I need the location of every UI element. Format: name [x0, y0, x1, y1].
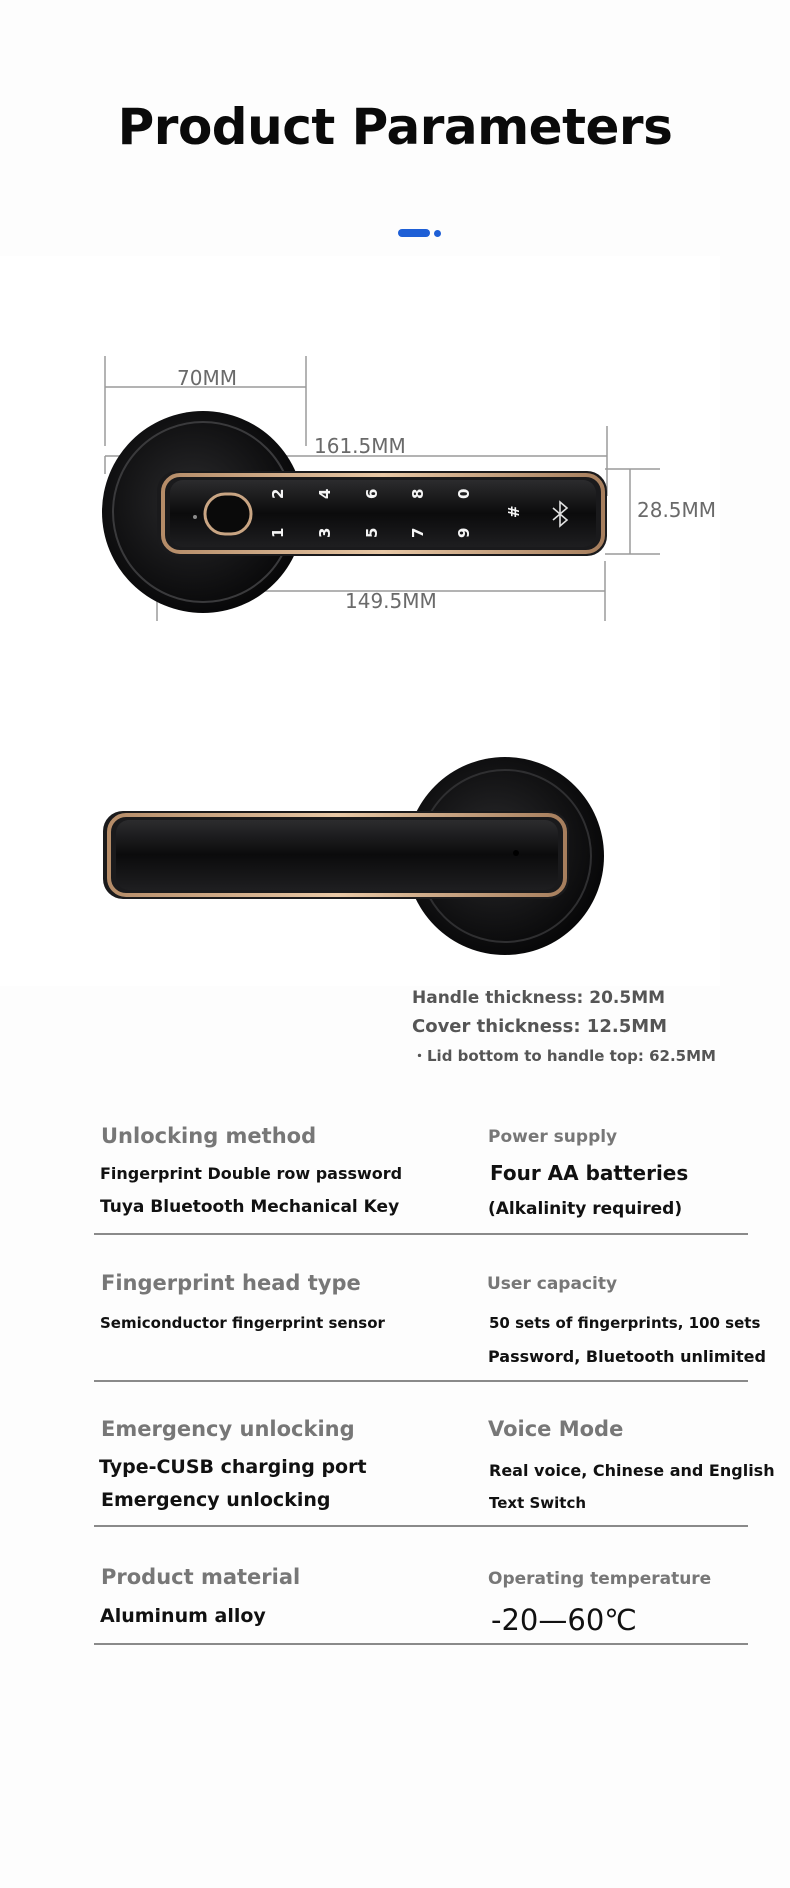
dimension-label-lever-length: 149.5MM	[345, 589, 437, 613]
spec-value-temperature: -20—60℃	[491, 1603, 637, 1637]
keypad-digit: 8	[409, 488, 427, 499]
keypad-digit: 9	[455, 527, 473, 538]
spec-label-fingerprint-head: Fingerprint head type	[101, 1271, 361, 1295]
spec-value-power-2: (Alkalinity required)	[488, 1199, 683, 1219]
keypad-digit: 4	[316, 488, 334, 499]
spec-label-voice-mode: Voice Mode	[488, 1417, 624, 1441]
spec-value-voice-2: Text Switch	[489, 1494, 587, 1512]
handle-thickness: Handle thickness: 20.5MM	[412, 988, 666, 1008]
dimension-label-width: 70MM	[177, 366, 237, 390]
spec-value-power-1: Four AA batteries	[490, 1161, 689, 1185]
spec-label-unlocking-method: Unlocking method	[101, 1124, 317, 1148]
spec-label-emergency-unlocking: Emergency unlocking	[101, 1417, 355, 1441]
spec-label-product-material: Product material	[101, 1565, 301, 1589]
spec-value-material: Aluminum alloy	[100, 1605, 266, 1627]
keypad-digit: 3	[316, 527, 334, 538]
dimension-label-height: 28.5MM	[637, 498, 717, 522]
carousel-dot[interactable]	[434, 230, 441, 237]
spec-label-user-capacity: User capacity	[487, 1274, 618, 1294]
keypad-digit: 2	[269, 488, 287, 499]
carousel-dot-active[interactable]	[398, 229, 430, 237]
keypad-digit: 5	[363, 527, 381, 538]
cover-thickness: Cover thickness: 12.5MM	[412, 1016, 668, 1037]
divider	[94, 1643, 748, 1645]
dimension-label-length: 161.5MM	[314, 434, 406, 458]
spec-value-unlocking-1: Fingerprint Double row password	[100, 1164, 403, 1183]
keypad-digit: 6	[363, 488, 381, 499]
spec-value-fingerprint-head: Semiconductor fingerprint sensor	[100, 1314, 385, 1332]
divider	[94, 1525, 748, 1527]
spec-value-voice-1: Real voice, Chinese and English	[489, 1461, 775, 1480]
spec-value-capacity-1: 50 sets of fingerprints, 100 sets	[489, 1314, 761, 1332]
spec-value-unlocking-2: Tuya Bluetooth Mechanical Key	[100, 1197, 400, 1217]
spec-value-capacity-2: Password, Bluetooth unlimited	[488, 1347, 766, 1366]
divider	[94, 1233, 748, 1235]
keypad-digit: 7	[409, 527, 427, 538]
spec-label-power-supply: Power supply	[488, 1127, 618, 1147]
lock-dimension-diagram	[0, 256, 790, 976]
keypad-digit: 0	[455, 488, 473, 499]
spec-label-operating-temperature: Operating temperature	[488, 1569, 712, 1589]
divider	[94, 1380, 748, 1382]
spec-value-emergency-1: Type-CUSB charging port	[99, 1456, 367, 1478]
spec-value-emergency-2: Emergency unlocking	[101, 1489, 331, 1511]
keypad-digit: 1	[269, 527, 287, 538]
keypad-hash: #	[505, 505, 523, 518]
page-title: Product Parameters	[117, 98, 673, 156]
fingerprint-sensor-icon	[205, 494, 251, 534]
lid-to-handle: ・Lid bottom to handle top: 62.5MM	[412, 1047, 716, 1065]
